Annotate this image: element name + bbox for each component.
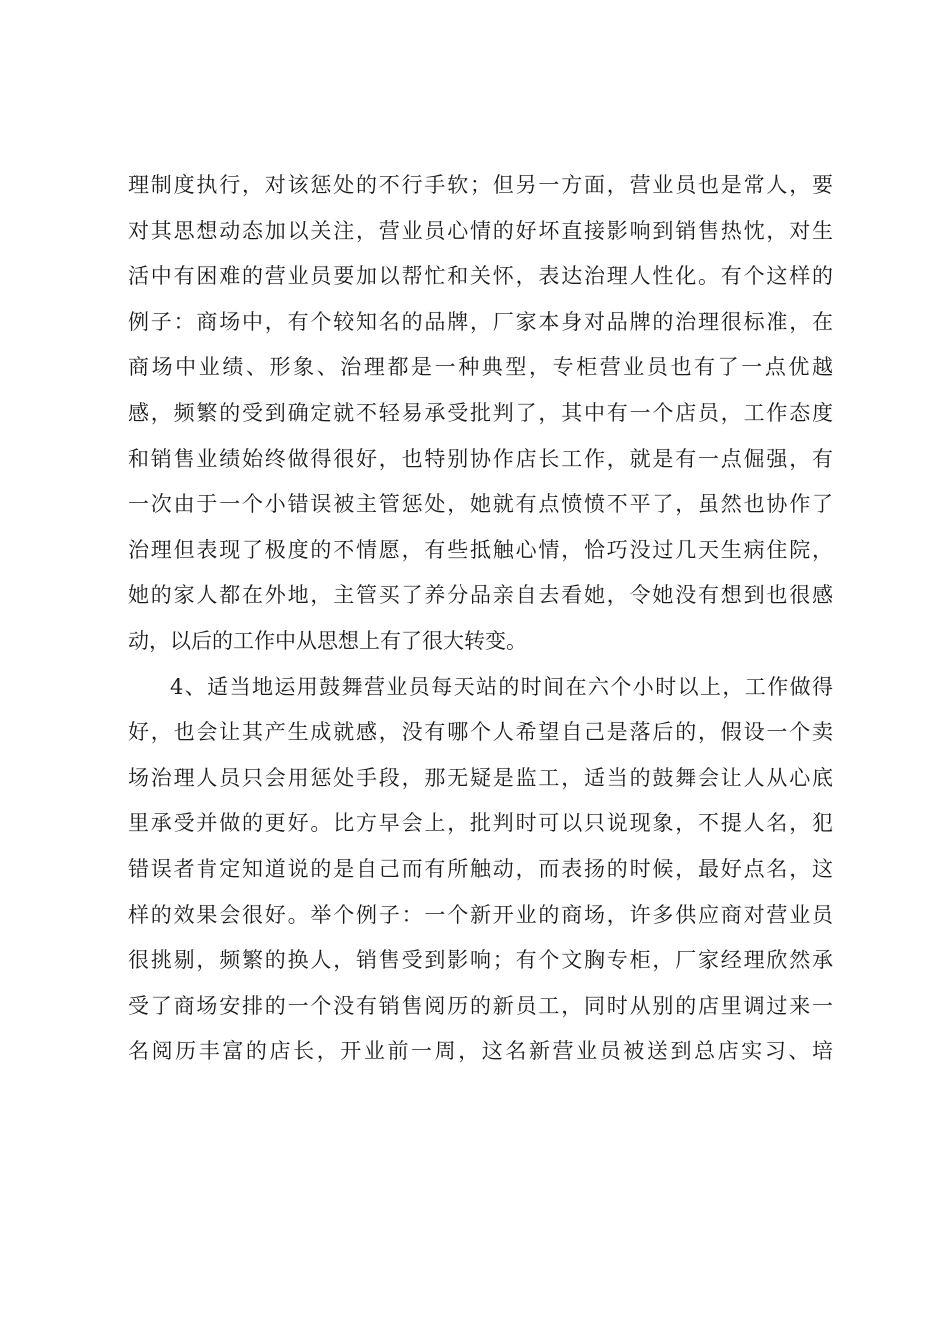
text-line: 理制度执行，对该惩处的不行手软；但另一方面，营业员也是常人，要	[128, 173, 833, 197]
text-line: 例子：商场中，有个较知名的品牌，厂家本身对品牌的治理很标准，在	[128, 309, 833, 334]
text-line: 受了商场安排的一个没有销售阅历的新员工，同时从别的店里调过来一	[128, 993, 833, 1018]
text-line: 对其思想动态加以关注，营业员心情的好坏直接影响到销售热忱，对生	[128, 218, 833, 243]
paragraph-1	[128, 163, 833, 665]
text-line: 治理但表现了极度的不情愿，有些抵触心情，恰巧没过几天生病住院，	[128, 537, 833, 562]
text-line: 里承受并做的更好。比方早会上，批判时可以只说现象，不提人名，犯	[128, 811, 833, 836]
text-line: 一次由于一个小错误被主管惩处，她就有点愤愤不平了，虽然也协作了	[128, 492, 833, 517]
text-line: 感，频繁的受到确定就不轻易承受批判了，其中有一个店员，工作态度	[128, 400, 833, 425]
text-line: 活中有困难的营业员要加以帮忙和关怀，表达治理人性化。有个这样的	[128, 264, 833, 289]
text-line: 场治理人员只会用惩处手段，那无疑是监工，适当的鼓舞会让人从心底	[128, 765, 833, 790]
text-line: 和销售业绩始终做得很好，也特别协作店长工作，就是有一点倔强，有	[128, 446, 833, 471]
text-line: 名阅历丰富的店长，开业前一周，这名新营业员被送到总店实习、培	[128, 1039, 833, 1064]
text-line: 4、适当地运用鼓舞营业员每天站的时间在六个小时以上，工作做得	[170, 674, 833, 699]
text-line: 好，也会让其产生成就感，没有哪个人希望自己是落后的，假设一个卖	[128, 720, 833, 745]
text-line: 样的效果会很好。举个例子：一个新开业的商场，许多供应商对营业员	[128, 902, 833, 927]
document-body	[128, 163, 833, 1075]
text-line: 她的家人都在外地，主管买了养分品亲自去看她，令她没有想到也很感	[128, 583, 833, 608]
text-line: 动，以后的工作中从思想上有了很大转变。	[128, 628, 527, 653]
text-line: 很挑剔，频繁的换人，销售受到影响；有个文胸专柜，厂家经理欣然承	[128, 948, 833, 973]
text-line: 错误者肯定知道说的是自己而有所触动，而表扬的时候，最好点名，这	[128, 856, 833, 881]
text-line: 商场中业绩、形象、治理都是一种典型，专柜营业员也有了一点优越	[128, 355, 833, 380]
paragraph-2	[128, 665, 833, 1075]
